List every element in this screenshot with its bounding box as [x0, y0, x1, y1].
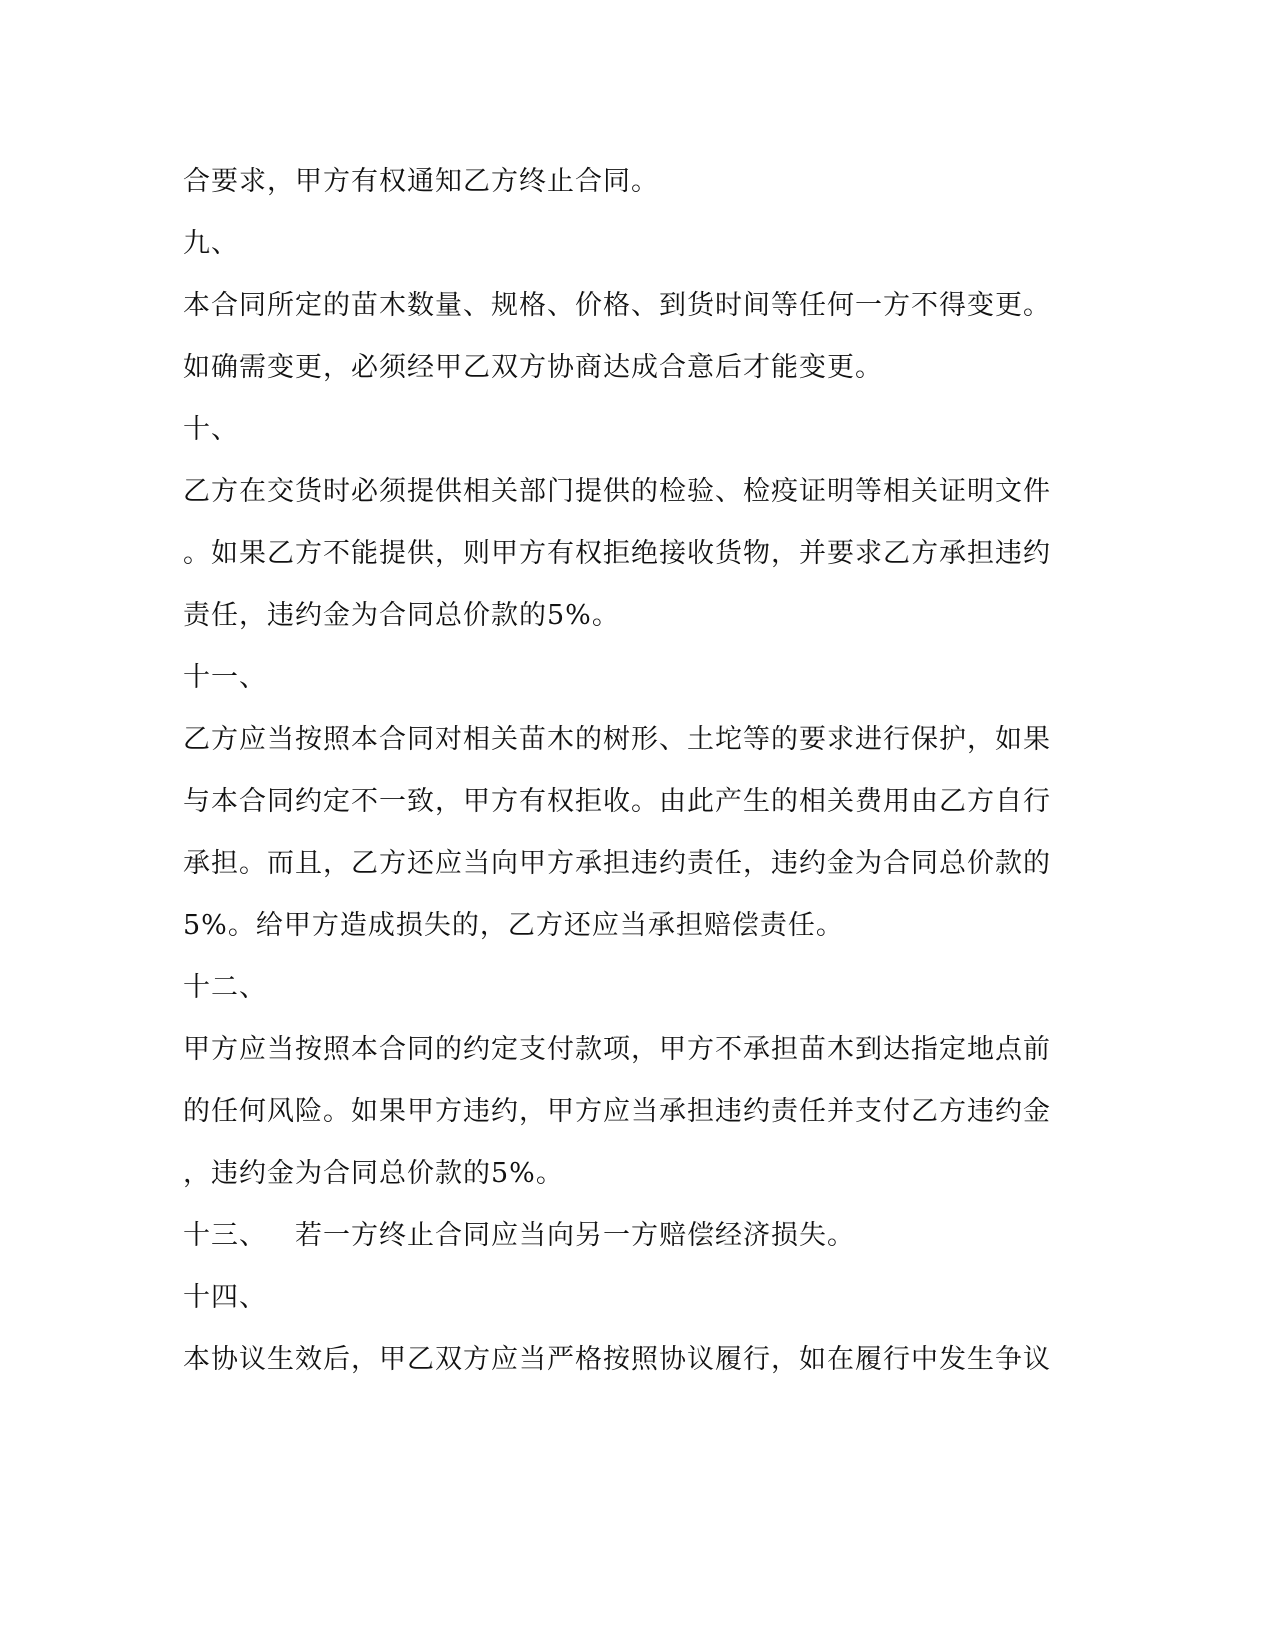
text-line: 乙方应当按照本合同对相关苗木的树形、土坨等的要求进行保护，如果: [183, 724, 1051, 755]
text-line: 5%。给甲方造成损失的，乙方还应当承担赔偿责任。: [183, 910, 844, 941]
text-line: 。如果乙方不能提供，则甲方有权拒绝接收货物，并要求乙方承担违约: [183, 538, 1051, 569]
clause-heading-14: 十四、: [183, 1282, 267, 1313]
clause-heading-13: 十三、: [183, 1220, 267, 1251]
text-line: 与本合同约定不一致，甲方有权拒收。由此产生的相关费用由乙方自行: [183, 786, 1051, 817]
text-line: ，违约金为合同总价款的5%。: [183, 1158, 564, 1189]
text-line: 承担。而且，乙方还应当向甲方承担违约责任，违约金为合同总价款的: [183, 848, 1051, 879]
text-line: 本合同所定的苗木数量、规格、价格、到货时间等任何一方不得变更。: [183, 290, 1051, 321]
clause-13-text: 若一方终止合同应当向另一方赔偿经济损失。: [295, 1220, 855, 1251]
text-line: 责任，违约金为合同总价款的5%。: [183, 600, 620, 631]
text-line: 甲方应当按照本合同的约定支付款项，甲方不承担苗木到达指定地点前: [183, 1034, 1051, 1065]
text-line: 的任何风险。如果甲方违约，甲方应当承担违约责任并支付乙方违约金: [183, 1096, 1051, 1127]
text-line: 本协议生效后，甲乙双方应当严格按照协议履行，如在履行中发生争议: [183, 1344, 1051, 1375]
clause-heading-11: 十一、: [183, 662, 267, 693]
clause-heading-9: 九、: [183, 228, 239, 259]
clause-heading-12: 十二、: [183, 972, 267, 1003]
text-line: 乙方在交货时必须提供相关部门提供的检验、检疫证明等相关证明文件: [183, 476, 1051, 507]
text-line: 合要求，甲方有权通知乙方终止合同。: [183, 166, 659, 197]
clause-heading-10: 十、: [183, 414, 239, 445]
text-line: 如确需变更，必须经甲乙双方协商达成合意后才能变更。: [183, 352, 883, 383]
clause-13-line: [183, 1211, 1103, 1261]
